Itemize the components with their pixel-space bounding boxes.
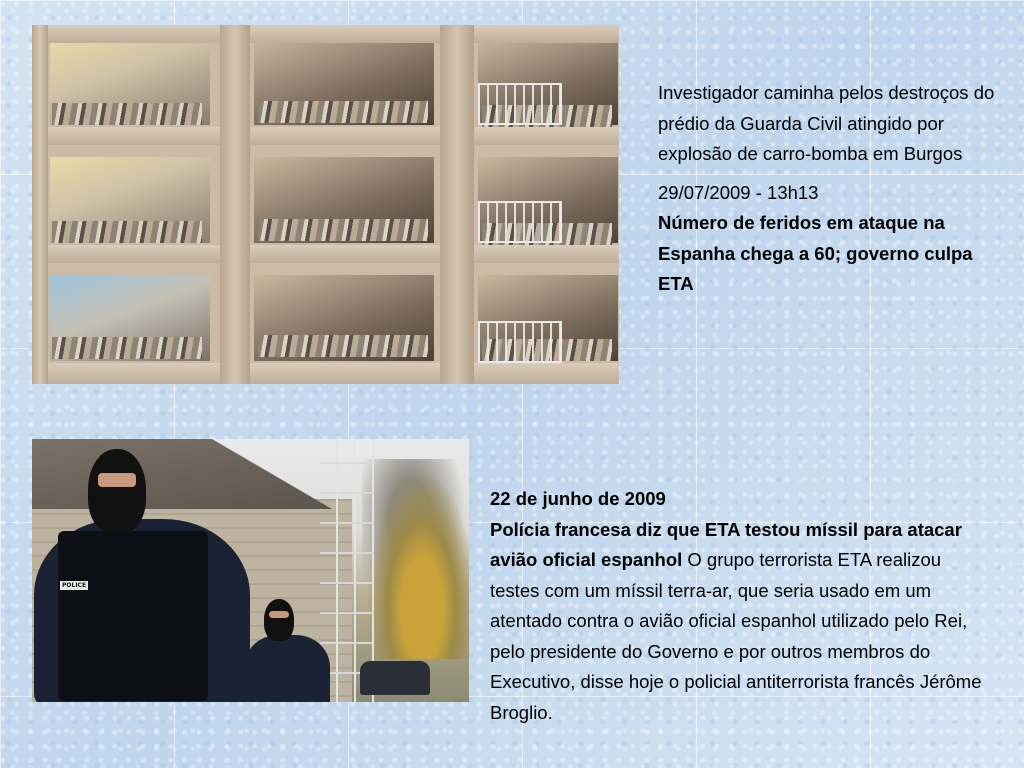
police-patch: POLICE: [62, 582, 87, 589]
officer-eyes: [98, 473, 136, 487]
background-officer: [244, 635, 330, 702]
debris: [52, 337, 202, 359]
balaclava-head: [264, 599, 294, 641]
photo-description: Investigador caminha pelos destroços do prédio da Guarda Civil atingido por explosão de carro-bomba em Burgos: [658, 82, 995, 164]
officer-eyes: [269, 611, 289, 618]
balcony-railing: [478, 321, 562, 363]
building-roof: [32, 439, 332, 509]
debris: [258, 219, 428, 241]
building-explosion-photo: [32, 25, 619, 384]
balaclava-head: [88, 449, 146, 533]
debris: [258, 101, 428, 123]
bottom-caption: [490, 484, 990, 728]
tactical-vest: [58, 531, 208, 701]
news-date: 22 de junho de 2009: [490, 488, 666, 509]
pillar: [440, 25, 474, 384]
floor-slab: [32, 25, 619, 43]
news-headline: Polícia francesa diz que ETA testou míssil para atacar avião oficial espanhol: [490, 518, 962, 570]
balcony-railing: [478, 201, 562, 243]
floor-slab: [32, 363, 619, 384]
floor-slab: [32, 245, 619, 263]
police-car: [360, 661, 430, 695]
pillar: [220, 25, 250, 384]
dateline: 29/07/2009 - 13h13: [658, 181, 819, 203]
debris: [258, 335, 428, 357]
pillar: [32, 25, 48, 384]
police-officers-photo: [32, 439, 469, 702]
floor-slab: [32, 127, 619, 145]
debris: [52, 103, 202, 125]
autumn-tree: [362, 459, 469, 659]
balcony-railing: [478, 83, 562, 125]
news-body: O grupo terrorista ETA realizou testes com um míssil terra-ar, que seria usado em um atentado contra o avião oficial espanhol utilizado pelo Rei, pelo presidente do Governo e por outros membros do Executivo, disse hoje o policial antiterrorista francês Jérôme Broglio.: [490, 549, 982, 723]
top-caption: [658, 78, 1013, 300]
headline: Número de feridos em ataque na Espanha chega a 60; governo culpa ETA: [658, 212, 973, 294]
debris: [52, 221, 202, 243]
